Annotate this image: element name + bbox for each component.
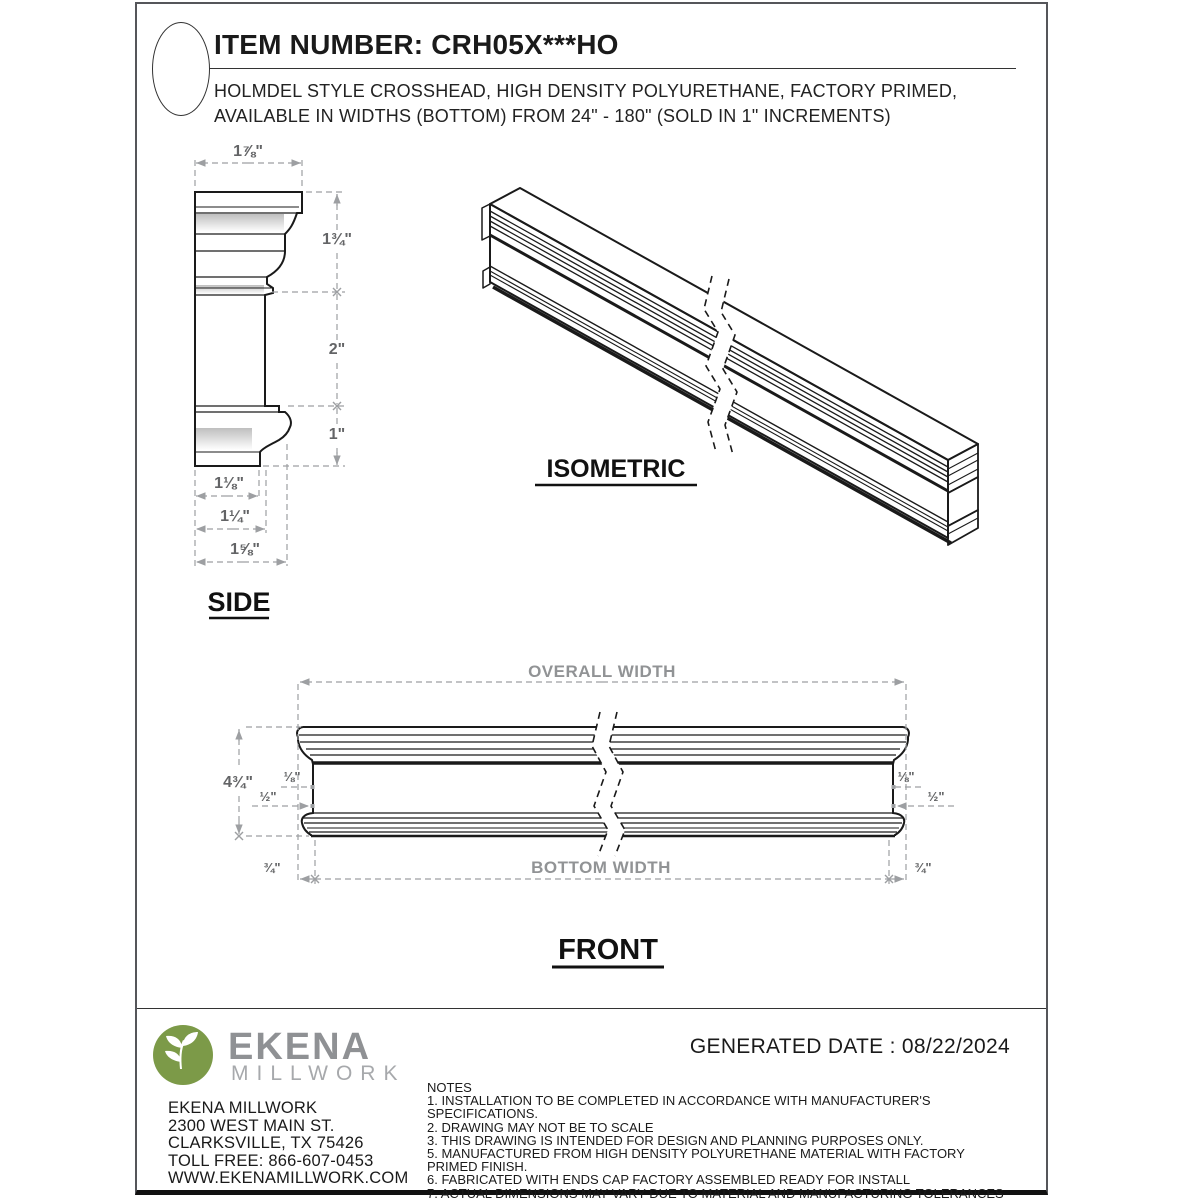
side-view-label: SIDE: [207, 587, 271, 617]
isometric-end-cap: [948, 444, 978, 545]
product-description-line2: AVAILABLE IN WIDTHS (BOTTOM) FROM 24" - 180" (SOLD IN 1" INCREMENTS): [214, 106, 891, 126]
address-line: EKENA MILLWORK: [168, 1099, 318, 1117]
svg-text:⅛": ⅛": [897, 769, 915, 784]
note-line: 2. DRAWING MAY NOT BE TO SCALE: [427, 1119, 654, 1135]
brand-subtitle: MILLWORK: [231, 1062, 406, 1085]
notes-title: NOTES: [427, 1080, 472, 1095]
front-view-label: FRONT: [558, 934, 658, 966]
side-dim-bottom-widths: [195, 444, 287, 566]
note-line: 5. MANUFACTURED FROM HIGH DENSITY POLYURETHANE MATERIAL WITH FACTORY PRIMED FINISH.: [427, 1146, 965, 1175]
svg-text:1": 1": [328, 426, 346, 443]
note-line: 7. ACTUAL DIMENSIONS MAY VARY DUE TO MATERIAL AND MANUFACTURING TOLERANCES: [427, 1185, 1004, 1200]
isometric-break: [704, 276, 737, 455]
note-line: 3. THIS DRAWING IS INTENDED FOR DESIGN AND PLANNING PURPOSES ONLY.: [427, 1132, 924, 1148]
svg-text:½": ½": [927, 789, 945, 804]
footer-divider: [137, 1008, 1046, 1009]
front-view: [223, 662, 954, 967]
svg-text:¾": ¾": [914, 860, 932, 875]
isometric-view: [482, 188, 978, 545]
svg-text:1¾": 1¾": [322, 231, 352, 248]
svg-text:½": ½": [259, 789, 277, 804]
svg-text:2": 2": [328, 341, 346, 358]
address-line: 2300 WEST MAIN ST.: [168, 1116, 335, 1135]
company-address-block: [168, 1100, 408, 1188]
isometric-view-label: ISOMETRIC: [546, 455, 686, 483]
address-line: CLARKSVILLE, TX 75426: [168, 1134, 364, 1153]
brand-logo-icon: [150, 1022, 220, 1092]
svg-text:1⅞": 1⅞": [233, 143, 263, 160]
note-line: 1. INSTALLATION TO BE COMPLETED IN ACCORDANCE WITH MANUFACTURER'S SPECIFICATIONS.: [427, 1093, 931, 1122]
svg-text:⅛": ⅛": [283, 769, 301, 784]
svg-text:4¾": 4¾": [223, 774, 253, 791]
notes-block: [427, 1081, 1017, 1200]
company-website: WWW.EKENAMILLWORK.COM: [168, 1169, 409, 1188]
side-profile-outline: [195, 192, 302, 466]
brand-name: EKENA: [228, 1026, 372, 1068]
svg-text:1⅝": 1⅝": [230, 541, 260, 558]
svg-text:¾": ¾": [263, 860, 281, 875]
svg-text:BOTTOM WIDTH: BOTTOM WIDTH: [531, 858, 671, 877]
product-description-line1: HOLMDEL STYLE CROSSHEAD, HIGH DENSITY POLYURETHANE, FACTORY PRIMED,: [214, 81, 958, 101]
svg-text:1¼": 1¼": [220, 508, 250, 525]
generated-date: GENERATED DATE : 08/22/2024: [689, 1035, 1010, 1058]
svg-text:1⅛": 1⅛": [214, 475, 244, 492]
side-dim-top-width: [195, 143, 302, 186]
item-number-title: ITEM NUMBER: CRH05X***HO: [214, 29, 619, 60]
svg-text:OVERALL WIDTH: OVERALL WIDTH: [528, 662, 676, 681]
note-line: 6. FABRICATED WITH ENDS CAP FACTORY ASSEMBLED READY FOR INSTALL: [427, 1172, 911, 1188]
side-dim-heights: [263, 192, 352, 466]
address-line: TOLL FREE: 866-607-0453: [168, 1151, 374, 1170]
side-profile-bands: [195, 207, 299, 452]
front-dim-bottom-width: [263, 840, 931, 884]
side-view: [195, 143, 352, 618]
